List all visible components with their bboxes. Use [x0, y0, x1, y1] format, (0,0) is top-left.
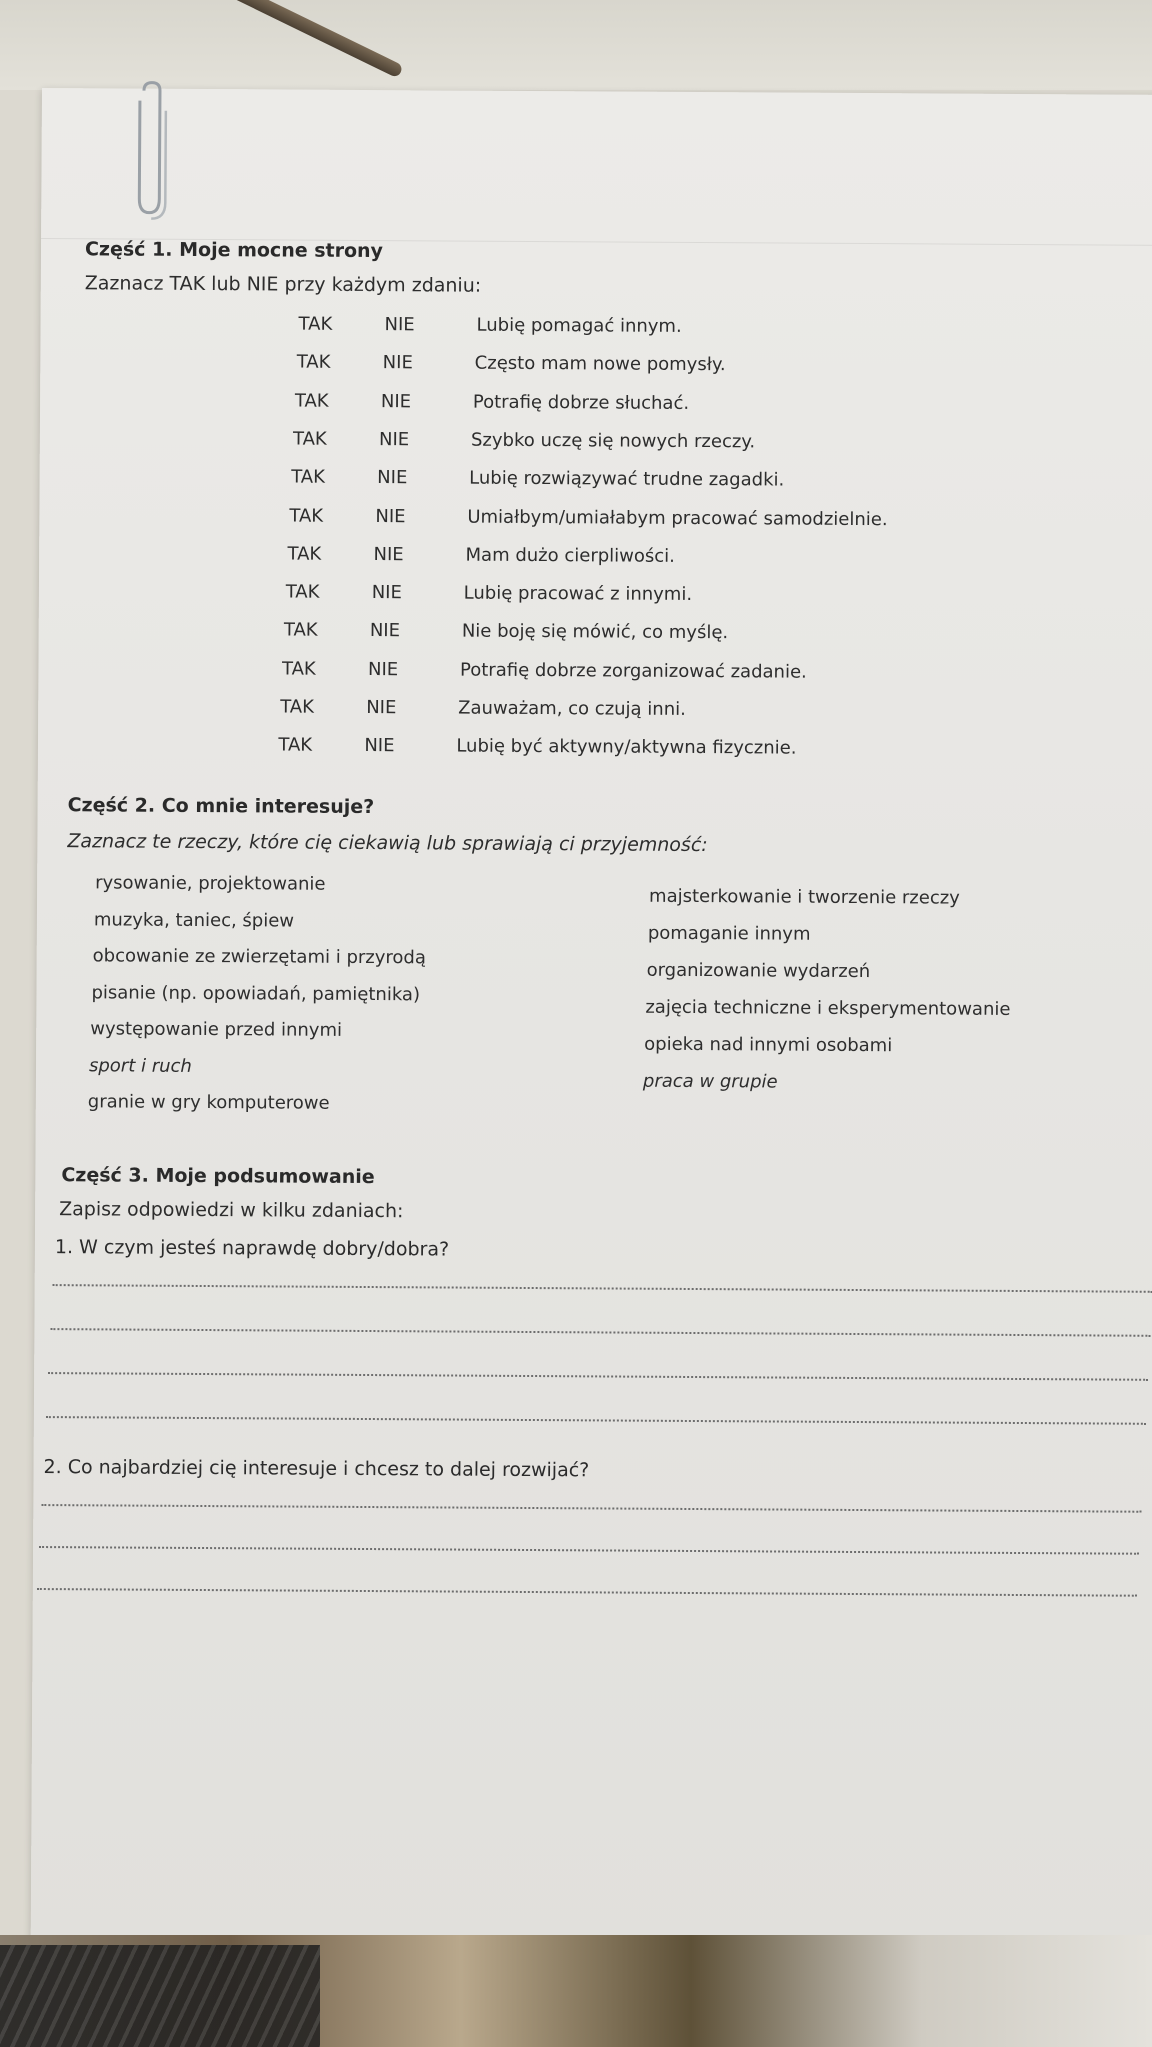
yes-option[interactable]: TAK	[281, 658, 316, 680]
statement-text: Nie boję się mówić, co myślę.	[461, 620, 729, 644]
part3-heading: Część 3. Moje podsumowanie	[61, 1164, 375, 1189]
question-1: 1. W czym jesteś naprawdę dobry/dobra?	[54, 1236, 450, 1261]
no-option[interactable]: NIE	[373, 543, 404, 566]
yes-option[interactable]: TAK	[278, 734, 313, 756]
no-option[interactable]: NIE	[380, 390, 412, 412]
statement-text: Mam dużo cierpliwości.	[465, 544, 675, 567]
yes-option[interactable]: TAK	[296, 351, 331, 374]
part1-instruction: Zaznacz TAK lub NIE przy każdym zdaniu:	[84, 272, 482, 297]
interest-item[interactable]: rysowanie, projektowanie	[95, 872, 326, 895]
yes-no-row	[282, 658, 982, 688]
interest-item[interactable]: występowanie przed innymi	[90, 1018, 343, 1041]
yes-option[interactable]: TAK	[298, 313, 333, 335]
no-option[interactable]: NIE	[364, 735, 395, 757]
yes-option[interactable]: TAK	[294, 390, 329, 412]
desk-surface	[0, 0, 1152, 90]
interest-item[interactable]: muzyka, taniec, śpiew	[93, 908, 295, 932]
question-2: 2. Co najbardziej cię interesuje i chcesz to dalej rozwijać?	[43, 1456, 590, 1482]
yes-no-row	[286, 582, 986, 612]
dark-object	[0, 1945, 320, 2047]
yes-no-row	[291, 467, 991, 497]
statement-text: Lubię pracować z innymi.	[463, 582, 693, 606]
interest-item[interactable]: opieka nad innymi osobami	[644, 1033, 893, 1057]
yes-option[interactable]: TAK	[283, 619, 318, 642]
answer-line-6[interactable]	[39, 1546, 1139, 1555]
no-option[interactable]: NIE	[369, 620, 401, 642]
answer-line-7[interactable]	[37, 1588, 1137, 1597]
no-option[interactable]: NIE	[366, 696, 397, 719]
statement-text: Szybko uczę się nowych rzeczy.	[470, 429, 756, 453]
yes-no-row	[289, 505, 989, 535]
yes-no-row	[293, 428, 993, 458]
no-option[interactable]: NIE	[384, 314, 415, 336]
yes-no-row	[280, 696, 980, 726]
no-option[interactable]: NIE	[371, 582, 402, 604]
interest-item[interactable]: pomaganie innym	[647, 922, 811, 945]
no-option[interactable]: NIE	[375, 505, 406, 527]
interest-item[interactable]: sport i ruch	[88, 1054, 192, 1077]
yes-no-row	[295, 390, 995, 420]
part2-instruction: Zaznacz te rzeczy, które cię ciekawią lub sprawiają ci przyjemność:	[67, 830, 708, 857]
interest-item[interactable]: organizowanie wydarzeń	[646, 959, 871, 983]
yes-option[interactable]: TAK	[292, 428, 327, 450]
statement-text: Zauważam, co czują inni.	[458, 697, 686, 720]
interest-item[interactable]: praca w grupie	[642, 1070, 778, 1093]
interest-item[interactable]: zajęcia techniczne i eksperymentowanie	[645, 996, 1011, 1020]
no-option[interactable]: NIE	[382, 352, 413, 374]
yes-no-row	[284, 620, 984, 650]
answer-line-5[interactable]	[41, 1504, 1141, 1513]
yes-option[interactable]: TAK	[280, 696, 315, 718]
interest-item[interactable]: obcowanie ze zwierzętami i przyrodą	[92, 945, 426, 969]
yes-option[interactable]: TAK	[291, 466, 326, 488]
statement-text: Często mam nowe pomysły.	[474, 352, 726, 376]
worksheet-content	[31, 88, 1152, 1975]
yes-no-row	[278, 735, 978, 765]
statement-text: Potrafię dobrze zorganizować zadanie.	[459, 659, 807, 683]
yes-no-row	[298, 314, 998, 344]
part2-heading: Część 2. Co mnie interesuje?	[67, 794, 375, 819]
no-option[interactable]: NIE	[377, 467, 408, 489]
part3-instruction: Zapisz odpowiedzi w kilku zdaniach:	[59, 1198, 404, 1223]
statement-text: Lubię pomagać innym.	[476, 314, 682, 337]
statement-text: Umiałbym/umiałabym pracować samodzielnie.	[467, 506, 888, 530]
interest-item[interactable]: majsterkowanie i tworzenie rzeczy	[649, 885, 960, 909]
no-option[interactable]: NIE	[378, 428, 410, 451]
answer-line-1[interactable]	[53, 1284, 1152, 1293]
yes-option[interactable]: TAK	[289, 505, 324, 527]
statement-text: Lubię rozwiązywać trudne zagadki.	[469, 467, 785, 491]
statement-text: Lubię być aktywny/aktywna fizycznie.	[456, 735, 797, 759]
answer-line-3[interactable]	[48, 1372, 1148, 1381]
worksheet-page	[31, 88, 1152, 1975]
yes-option[interactable]: TAK	[285, 581, 320, 603]
part1-heading: Część 1. Moje mocne strony	[84, 238, 384, 263]
statement-text: Potrafię dobrze słuchać.	[472, 391, 690, 414]
interest-item[interactable]: pisanie (np. opowiadań, pamiętnika)	[91, 981, 421, 1005]
answer-line-2[interactable]	[50, 1328, 1150, 1337]
no-option[interactable]: NIE	[367, 658, 399, 680]
yes-no-row	[287, 543, 987, 573]
answer-line-4[interactable]	[46, 1416, 1146, 1425]
interest-item[interactable]: granie w gry komputerowe	[87, 1091, 330, 1114]
yes-no-row	[297, 352, 997, 382]
yes-option[interactable]: TAK	[287, 543, 322, 565]
